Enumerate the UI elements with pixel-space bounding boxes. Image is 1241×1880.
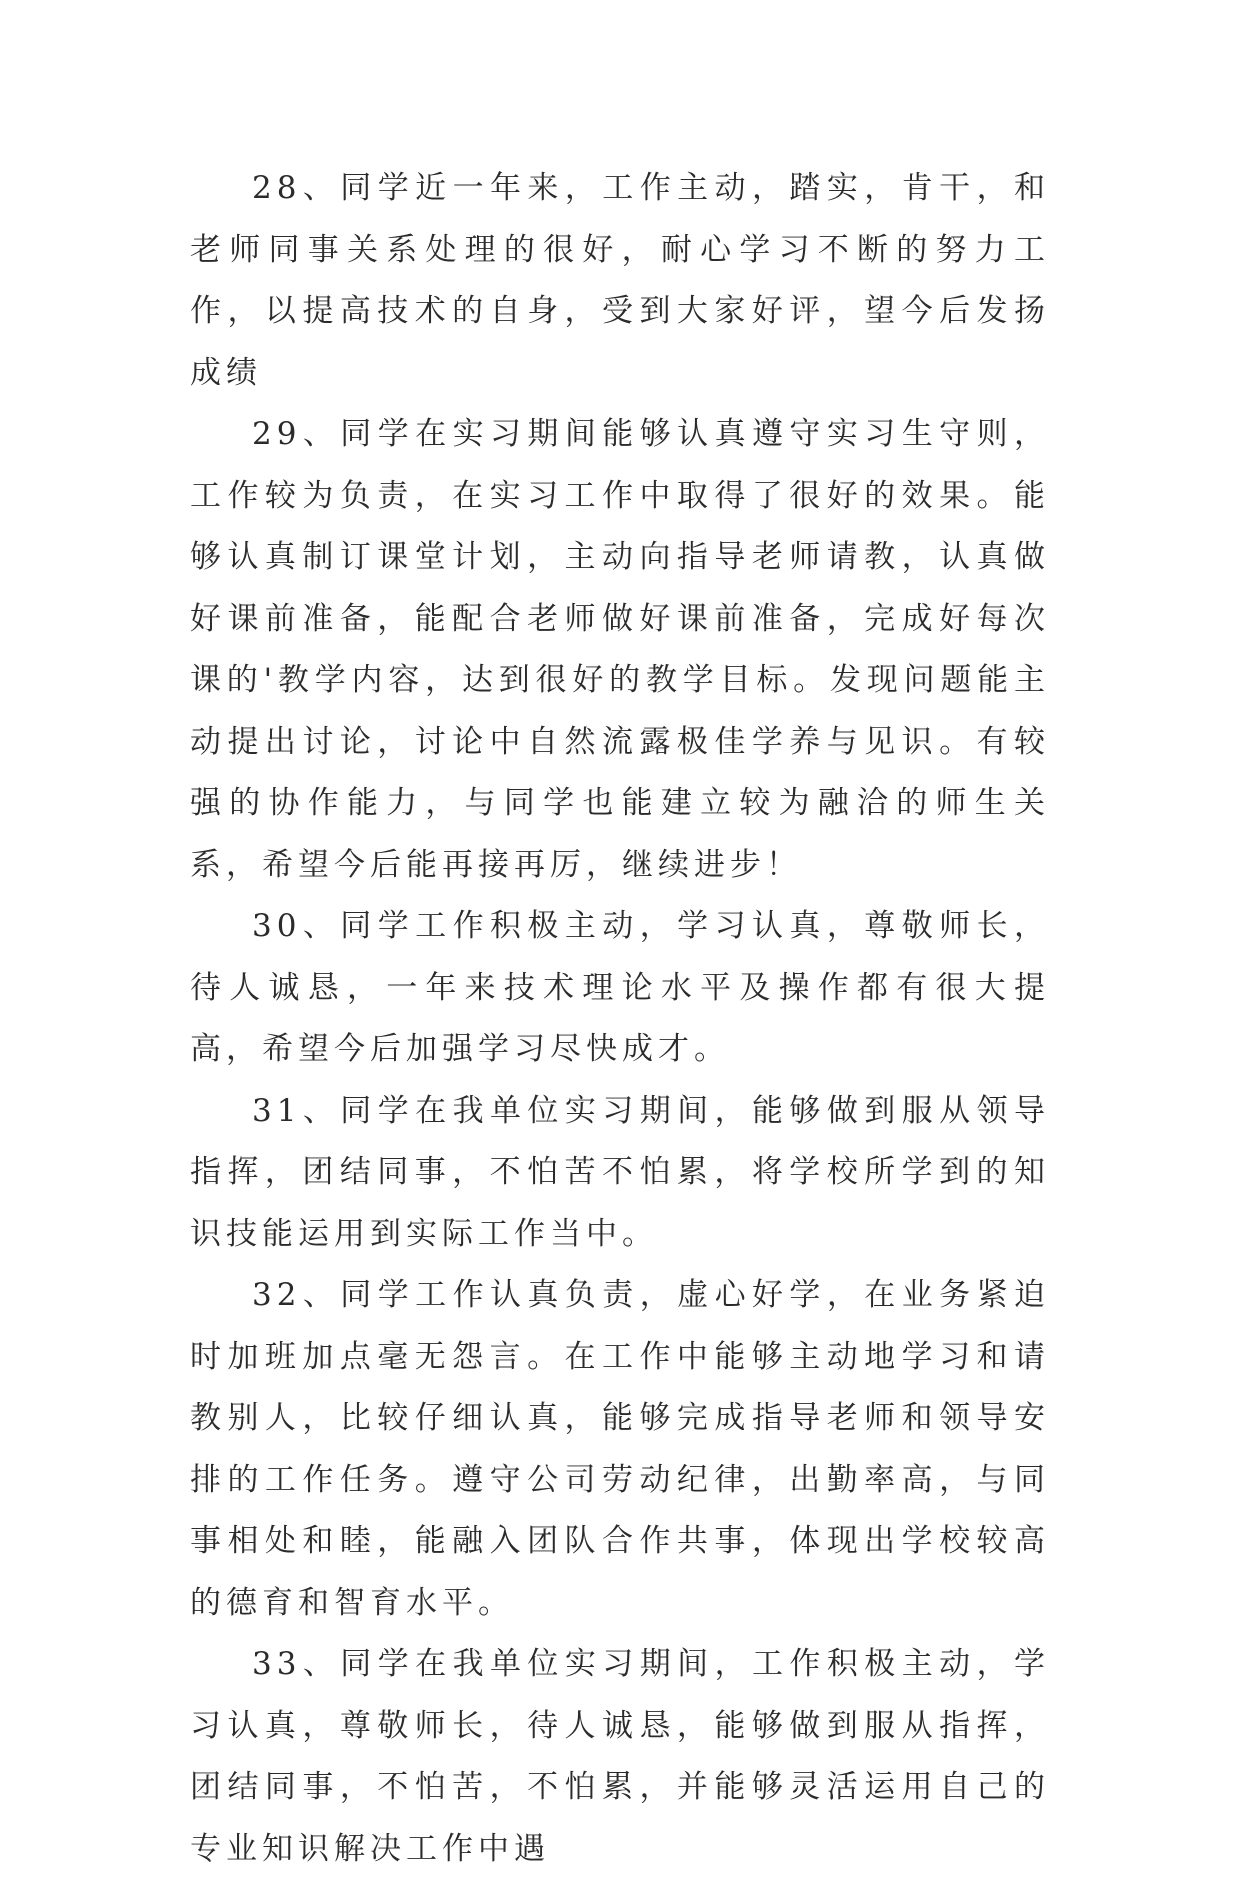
paragraph-31: 31、同学在我单位实习期间，能够做到服从领导指挥，团结同事，不怕苦不怕累，将学校所学到的知识技能运用到实际工作当中。: [190, 1092, 1050, 1252]
paragraph-29: 29、同学在实习期间能够认真遵守实习生守则，工作较为负责，在实习工作中取得了很好的效果。能够认真制订课堂计划，主动向指导老师请教，认真做好课前准备，能配合老师做好课前准备，完成好每次课的'教学内容，达到很好的教学目标。发现问题能主动提出讨论，讨论中自然流露极佳学养与见识。有较强的协作能力，与同学也能建立较为融洽的师生关系，希望今后能再接再厉，继续进步！: [190, 416, 1050, 883]
paragraph-28: 28、同学近一年来，工作主动，踏实，肯干，和老师同事关系处理的很好，耐心学习不断的努力工作，以提高技术的自身，受到大家好评，望今后发扬成绩: [190, 170, 1050, 391]
paragraph-32: 32、同学工作认真负责，虚心好学，在业务紧迫时加班加点毫无怨言。在工作中能够主动地学习和请教别人，比较仔细认真，能够完成指导老师和领导安排的工作任务。遵守公司劳动纪律，出勤率高，与同事相处和睦，能融入团队合作共事，体现出学校较高的德育和智育水平。: [190, 1277, 1050, 1621]
paragraph-30: 30、同学工作积极主动，学习认真，尊敬师长，待人诚恳，一年来技术理论水平及操作都有很大提高，希望今后加强学习尽快成才。: [190, 908, 1050, 1067]
paragraph-33: 33、同学在我单位实习期间，工作积极主动，学习认真，尊敬师长，待人诚恳，能够做到服从指挥，团结同事，不怕苦，不怕累，并能够灵活运用自己的专业知识解决工作中遇: [190, 1646, 1050, 1867]
document-body: [190, 158, 1050, 1880]
